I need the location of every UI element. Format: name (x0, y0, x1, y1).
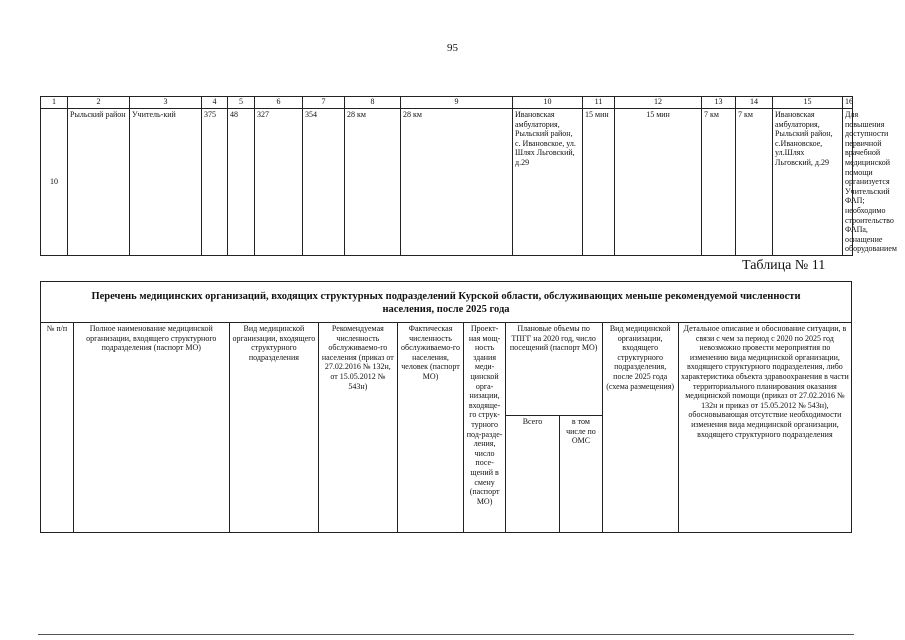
header-planned-oms: в том числе по ОМС (560, 416, 602, 533)
facility-address-cell: Ивановская амбулатория, Рыльский район, с. Ивановское, ул. Шлях Льговский, д.29 (513, 109, 583, 256)
time-cell: 15 мин (583, 109, 615, 256)
column-number: 8 (345, 97, 401, 109)
column-number: 10 (513, 97, 583, 109)
value-cell: 354 (303, 109, 345, 256)
time-cell: 15 мин (615, 109, 702, 256)
column-number-row (41, 97, 853, 109)
column-number: 11 (583, 97, 615, 109)
distance-cell: 7 км (702, 109, 736, 256)
column-number: 9 (401, 97, 513, 109)
header-planned-total: Всего (505, 416, 560, 533)
header-capacity: Проект-ная мощ-ность здания меди-цинской орга-низации, входяще-го струк-турного под-разде-ления, число посе-щений в смену (паспорт МО) (464, 323, 505, 533)
page-number: 95 (447, 42, 458, 54)
distance-cell: 28 км (401, 109, 513, 256)
column-number: 12 (615, 97, 702, 109)
facility-table (40, 96, 897, 256)
distance-cell: 28 км (345, 109, 401, 256)
header-description: Детальное описание и обоснование ситуации, в связи с чем за период с 2020 по 2025 год невозможно провести мероприятия по изменению вида медицинской организации, входящего структурного подразделения, либо характеристика объекта здравоохранения в части территориального планирования оказания медицинской помощи (приказ от 27.02.2016 № 132н и приказ от 15.05.2012 № 543н), обосновывающая отсутствие необходимости изменения вида медицинской организации, входящего структурного подразделения (678, 323, 851, 533)
column-number: 14 (736, 97, 773, 109)
header-type-after: Вид медицинской организации, входящего структурного подразделения, после 2025 года (схема размещения) (602, 323, 678, 533)
settlement-cell: Учитель-кий (130, 109, 202, 256)
column-number: 5 (228, 97, 255, 109)
facility-address-cell: Ивановская амбулатория, Рыльский район, с.Ивановское, ул.Шлях Льговский, д.29 (773, 109, 843, 256)
header-actual: Фактическая численность обслуживаемо-го населения, человек (паспорт МО) (397, 323, 464, 533)
header-planned: Плановые объемы по ТПГГ на 2020 год, число посещений (паспорт МО) (505, 323, 602, 416)
column-number: 6 (255, 97, 303, 109)
value-cell: 327 (255, 109, 303, 256)
column-number: 16 (843, 97, 853, 109)
header-name: Полное наименование медицинской организации, входящего структурного подразделения (паспорт МО) (73, 323, 229, 533)
table-caption: Таблица № 11 (742, 258, 826, 273)
notes-cell: Для повышения доступности первичной врачебной медицинской помощи организуется Учительский ФАП; необходимо строительство ФАПа, оснащение оборудованием (843, 109, 853, 256)
header-type: Вид медицинской организации, входящего структурного подразделения (229, 323, 319, 533)
row-number: 10 (41, 109, 68, 256)
header-number: № п/п (41, 323, 74, 533)
column-number: 7 (303, 97, 345, 109)
header-row (41, 323, 852, 416)
column-number: 3 (130, 97, 202, 109)
column-number: 15 (773, 97, 843, 109)
organizations-table (40, 322, 852, 533)
table-title: Перечень медицинских организаций, входящих структурных подразделений Курской области, обслуживающих меньше рекомендуемой численности населения, после 2025 года (91, 291, 801, 315)
header-recommended: Рекомендуемая численность обслуживаемо-го населения (приказ от 27.02.2016 № 132н, от 15.05.2012 № 543н) (319, 323, 397, 533)
table-title-box (40, 281, 852, 322)
column-number: 4 (202, 97, 228, 109)
column-number: 2 (68, 97, 130, 109)
value-cell: 375 (202, 109, 228, 256)
table-row (41, 109, 853, 256)
district-cell: Рыльский район (68, 109, 130, 256)
column-number: 13 (702, 97, 736, 109)
bottom-border (38, 634, 854, 635)
column-number: 1 (41, 97, 68, 109)
value-cell: 48 (228, 109, 255, 256)
distance-cell: 7 км (736, 109, 773, 256)
